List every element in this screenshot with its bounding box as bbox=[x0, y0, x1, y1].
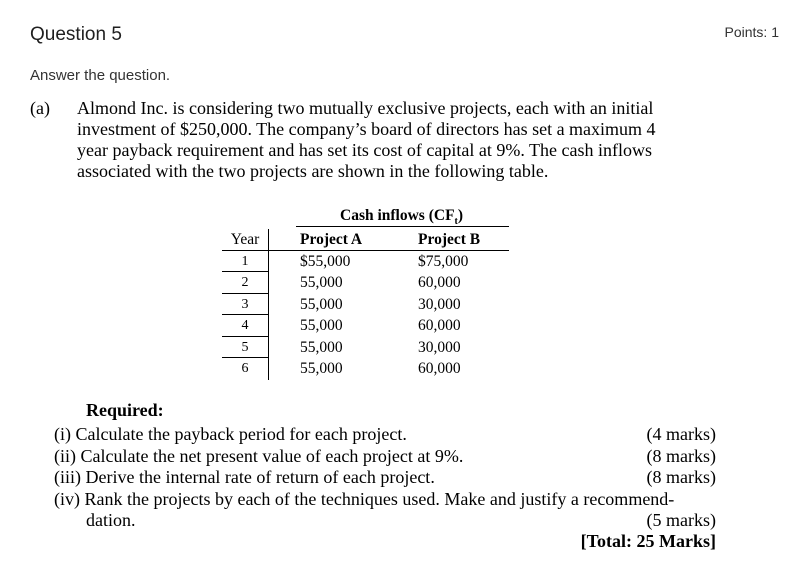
header-rule bbox=[296, 226, 509, 227]
task-item bbox=[54, 510, 716, 532]
task-marks: (4 marks) bbox=[646, 424, 716, 444]
project-a-column bbox=[268, 229, 386, 380]
project-a-header: Project A bbox=[268, 229, 386, 251]
project-b-cell: 30,000 bbox=[418, 295, 461, 313]
task-text: (iii) Derive the internal rate of return of each project. bbox=[54, 467, 435, 487]
cash-inflows-header bbox=[340, 207, 463, 227]
project-b-cell: 60,000 bbox=[418, 360, 461, 377]
part-a-paragraph bbox=[77, 98, 727, 182]
cash-inflows-header-sub: t bbox=[454, 216, 458, 228]
paragraph-line: investment of $250,000. The company’s board of directors has set a maximum 4 bbox=[77, 119, 656, 139]
project-b-cell: 60,000 bbox=[418, 317, 461, 334]
instruction-text: Answer the question. bbox=[30, 67, 171, 84]
project-b-cell: 60,000 bbox=[418, 274, 461, 291]
project-b-column bbox=[386, 229, 509, 380]
project-a-cell: $55,000 bbox=[300, 252, 351, 270]
project-b-cell: $75,000 bbox=[418, 252, 469, 270]
year-header: Year bbox=[222, 229, 268, 251]
year-cell: 6 bbox=[241, 361, 249, 376]
task-text: (iv) Rank the projects by each of the techniques used. Make and justify a recommend- bbox=[54, 488, 675, 509]
task-text: (ii) Calculate the net present value of each project at 9%. bbox=[54, 445, 464, 466]
task-item bbox=[54, 467, 716, 489]
points-label: Points: 1 bbox=[724, 24, 779, 40]
project-b-cell: 30,000 bbox=[418, 338, 461, 356]
paragraph-line: associated with the two projects are shown in the following table. bbox=[77, 161, 549, 181]
paragraph-line: Almond Inc. is considering two mutually exclusive projects, each with an initial bbox=[77, 98, 654, 118]
project-a-cell: 55,000 bbox=[300, 360, 343, 377]
task-item bbox=[54, 446, 716, 468]
part-a-label: (a) bbox=[30, 98, 50, 118]
project-b-header: Project B bbox=[386, 229, 509, 251]
task-marks: (5 marks) bbox=[646, 510, 716, 530]
year-cell: 2 bbox=[222, 272, 268, 294]
cash-inflows-header-end: ) bbox=[457, 207, 464, 224]
total-marks: [Total: 25 Marks] bbox=[580, 531, 716, 551]
year-cell: 4 bbox=[222, 315, 268, 337]
task-text: (i) Calculate the payback period for each project. bbox=[54, 424, 407, 444]
required-tasks bbox=[54, 424, 716, 532]
project-a-cell: 55,000 bbox=[300, 295, 343, 313]
project-a-cell: 55,000 bbox=[300, 317, 343, 334]
task-item bbox=[54, 424, 716, 446]
year-cell: 3 bbox=[222, 294, 268, 316]
paragraph-line: year payback requirement and has set its cost of capital at 9%. The cash inflows bbox=[77, 140, 652, 160]
required-heading: Required: bbox=[86, 400, 164, 420]
year-cell: 5 bbox=[222, 337, 268, 359]
task-marks: (8 marks) bbox=[646, 467, 716, 487]
project-a-cell: 55,000 bbox=[300, 338, 343, 356]
cash-inflows-header-text: Cash inflows (CF bbox=[340, 207, 455, 224]
year-cell: 1 bbox=[222, 251, 268, 273]
project-a-cell: 55,000 bbox=[300, 274, 343, 291]
task-continuation: dation. bbox=[86, 510, 136, 530]
task-marks: (8 marks) bbox=[646, 445, 716, 466]
task-item bbox=[54, 489, 716, 511]
year-column bbox=[222, 229, 269, 380]
question-title: Question 5 bbox=[30, 24, 122, 45]
